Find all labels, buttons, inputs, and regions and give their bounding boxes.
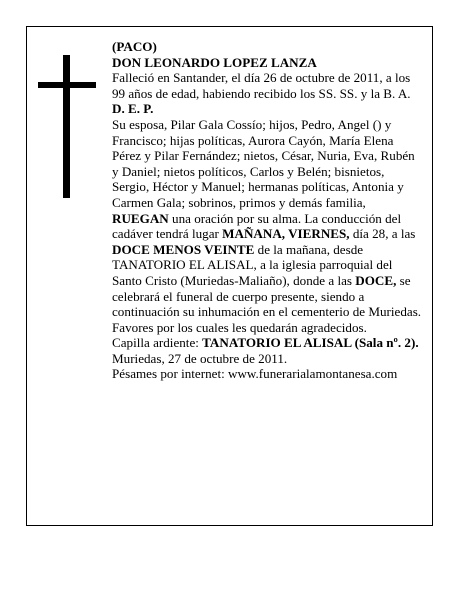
cross-icon: [63, 55, 70, 198]
funeral-details: [112, 211, 424, 336]
chapel-name: TANATORIO EL ALISAL (Sala nº. 2).: [202, 335, 419, 351]
chapel-label: Capilla ardiente:: [112, 335, 203, 351]
day-text: día 28, a las: [349, 226, 416, 242]
funeral-text: se celebrará el funeral de cuerpo presente, siendo a continuación su inhumación en el cementerio de Muriedas. Favores por los cuales les quedarán agradecidos.: [112, 272, 422, 335]
nickname: (PACO): [112, 39, 157, 54]
time-bold: DOCE MENOS VEINTE: [112, 241, 255, 257]
obituary-text: [112, 39, 424, 382]
request-text: una oración por su alma. La conducción del cadáver tendrá lugar: [112, 210, 402, 242]
place-date: Muriedas, 27 de octubre de 2011.: [112, 350, 288, 366]
cross-icon-bar: [38, 82, 96, 88]
death-statement: Falleció en Santander, el día 26 de octubre de 2011, a los 99 años de edad, habiendo recibido los SS. SS. y la B. A.: [112, 70, 411, 101]
day-bold: MAÑANA, VIERNES,: [222, 226, 350, 242]
time-text: de la mañana, desde TANATORIO EL ALISAL, a la iglesia parroquial del Santo Cristo (Muriedas-Maliaño), donde a las: [112, 241, 393, 288]
request-bold: RUEGAN: [112, 210, 169, 226]
condolences-line: Pésames por internet: www.funerarialamontanesa.com: [112, 366, 398, 382]
deceased-name: DON LEONARDO LOPEZ LANZA: [112, 54, 317, 70]
funeral-time-bold: DOCE,: [355, 272, 397, 288]
chapel-line: [112, 335, 424, 351]
family-list: Su esposa, Pilar Gala Cossío; hijos, Pedro, Angel () y Francisco; hijas políticas, Aurora Cayón, María Elena Pérez y Pilar Fernández; nietos, César, Nuria, Eva, Rubén y Daniel; nietos políticos, Carlos y Belén; bisnietos, Sergio, Héctor y Manuel; hermanas políticas, Antonia y Carmen Gala; sobrinos, primos y demás familia,: [112, 116, 415, 210]
dep-label: D. E. P.: [112, 101, 154, 117]
